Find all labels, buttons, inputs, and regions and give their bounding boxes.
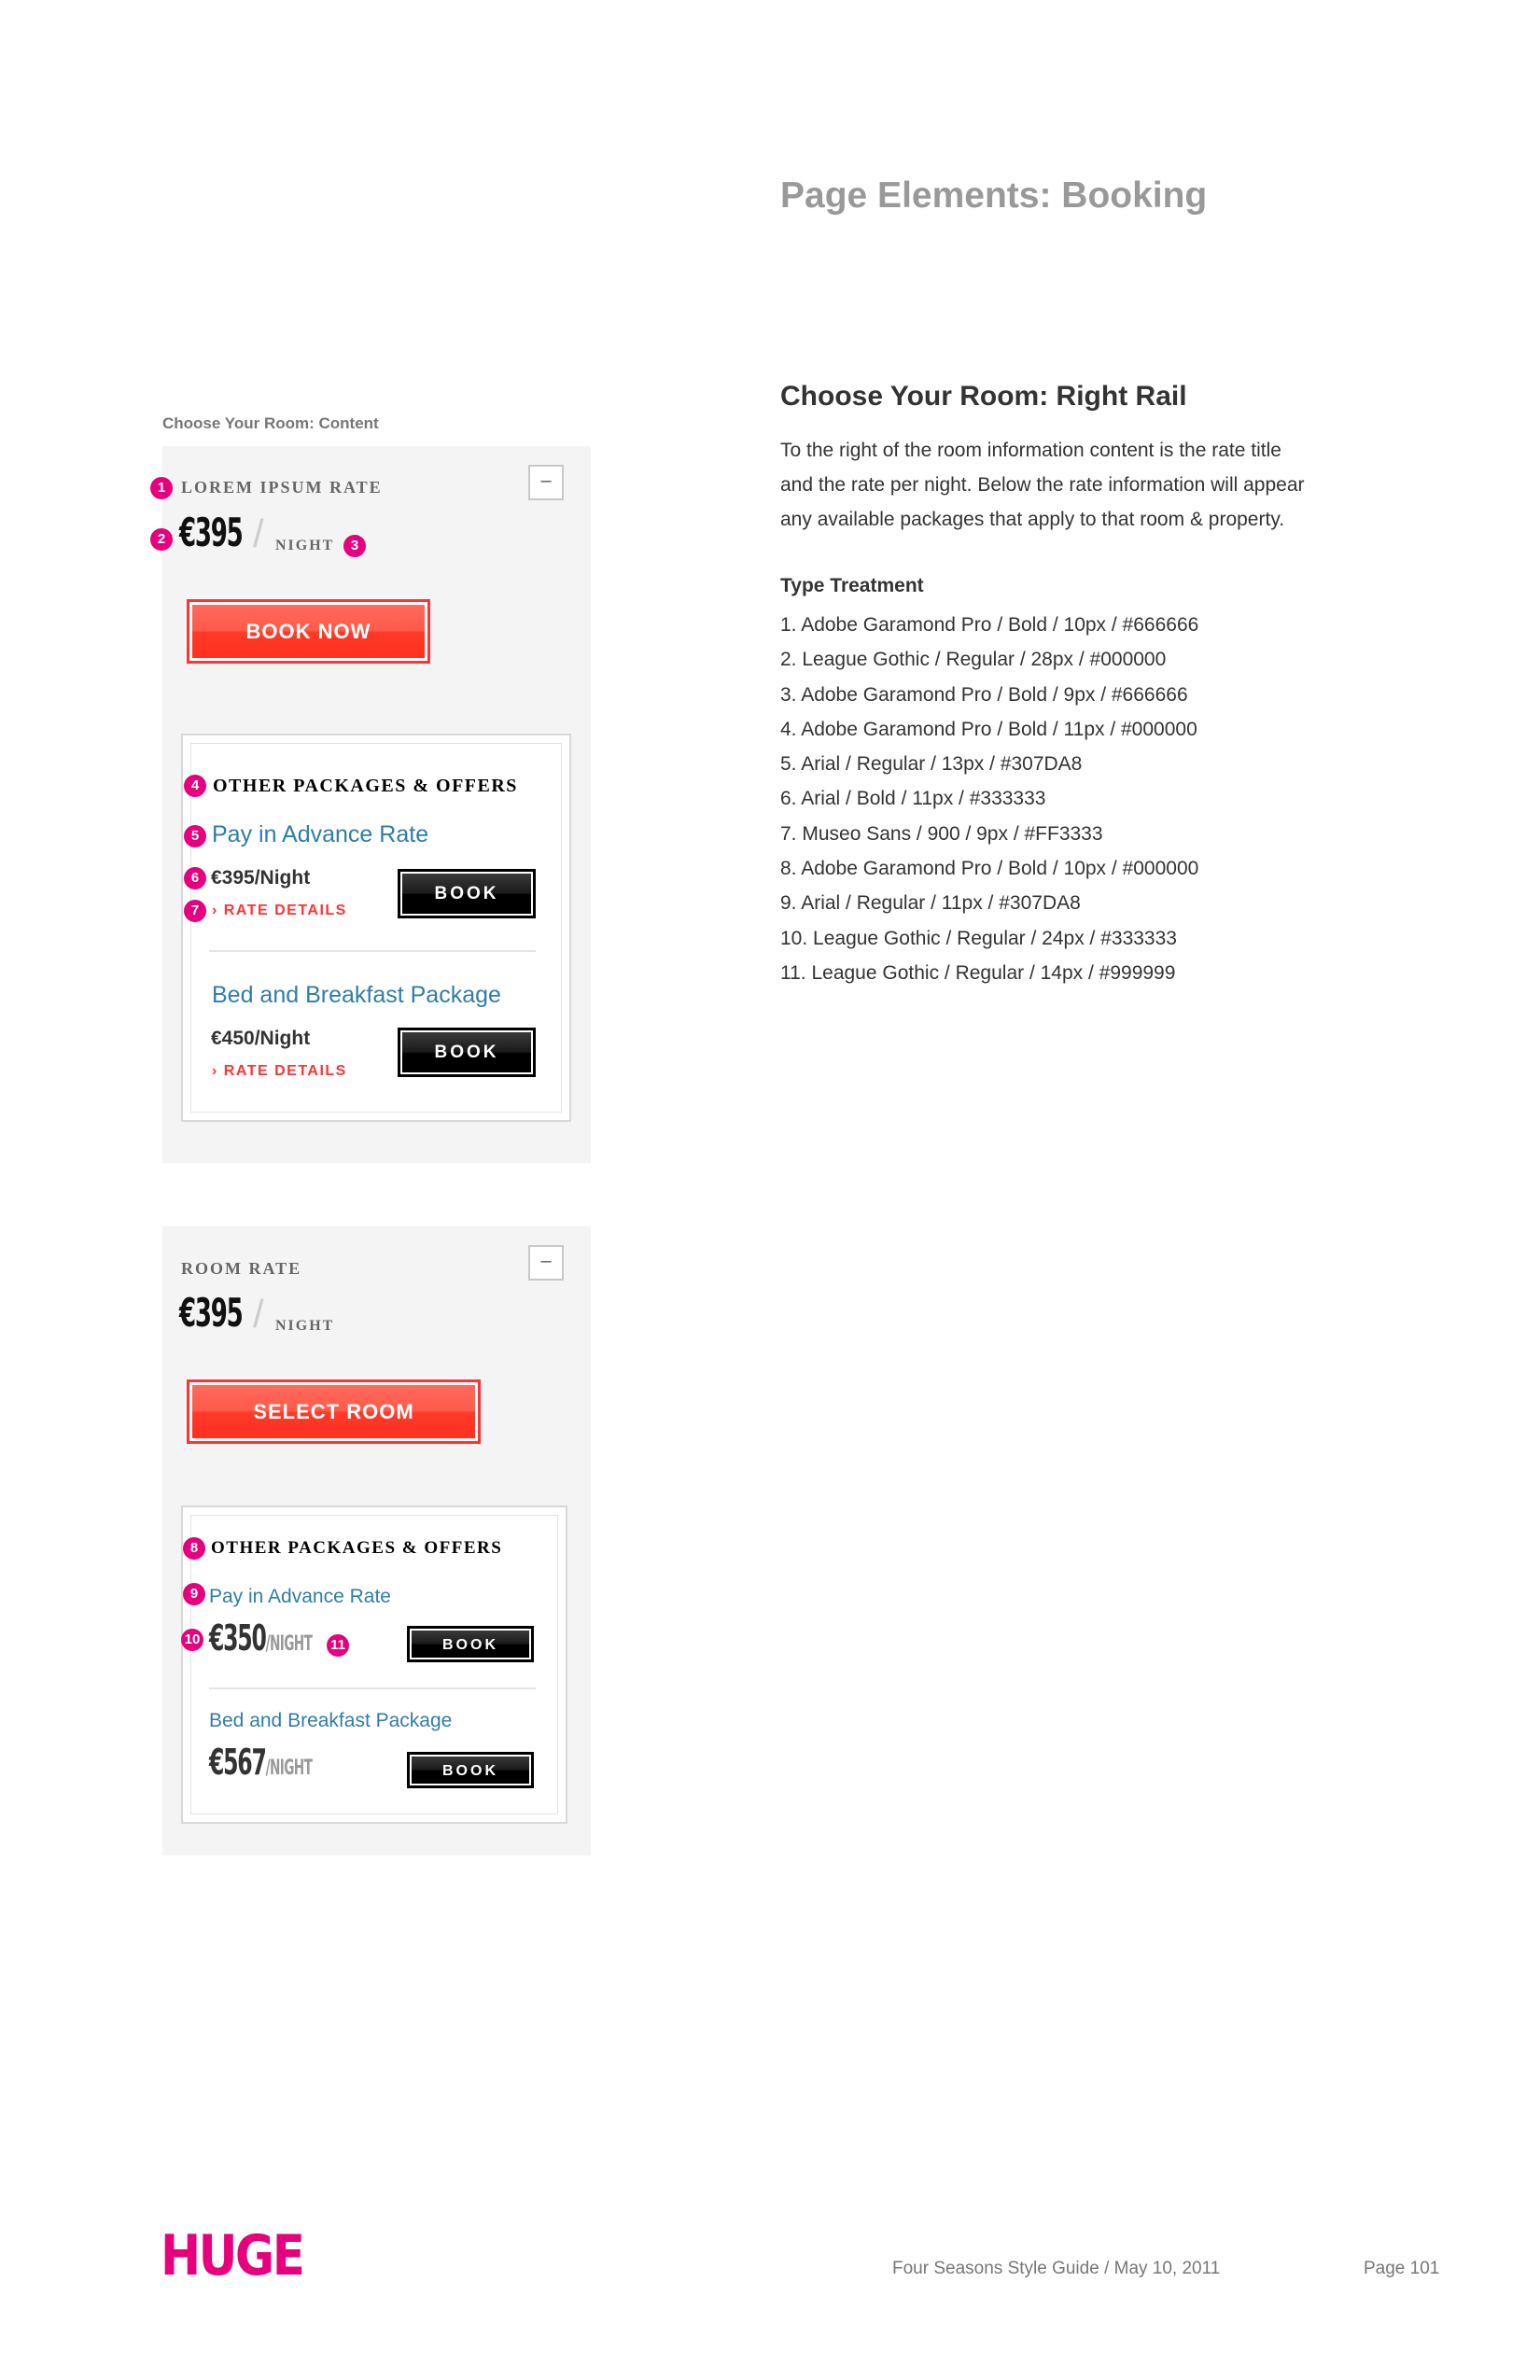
package-link[interactable]: Bed and Breakfast Package [212, 982, 501, 1008]
book-now-button[interactable] [187, 599, 430, 664]
rate-label: LOREM IPSUM RATE [181, 478, 383, 497]
package-price-value: €350 [209, 1617, 266, 1659]
rate-price: €395 [179, 510, 243, 555]
annotation-badge-11: 11 [327, 1634, 349, 1657]
book-label: BOOK [402, 1032, 531, 1072]
annotation-badge-10: 10 [181, 1629, 203, 1651]
package-link[interactable]: Pay in Advance Rate [209, 1586, 391, 1607]
rate-label: ROOM RATE [181, 1259, 302, 1278]
annotation-badge-7: 7 [184, 900, 206, 922]
package-price [209, 1742, 312, 1783]
description-line: any available packages that apply to that room & property. [780, 509, 1285, 530]
book-label: BOOK [402, 874, 531, 914]
annotation-badge-6: 6 [184, 867, 206, 889]
book-button[interactable] [398, 1028, 536, 1077]
rate-details-link[interactable]: › RATE DETAILS [212, 1063, 347, 1079]
type-item: 11. League Gothic / Regular / 14px / #999999 [780, 961, 1176, 984]
type-treatment-heading: Type Treatment [780, 575, 924, 596]
description-line: and the rate per night. Below the rate information will appear [780, 474, 1305, 496]
divider [209, 1687, 536, 1689]
type-item: 5. Arial / Regular / 13px / #307DA8 [780, 753, 1083, 776]
huge-logo: HUGE [161, 2223, 303, 2289]
other-packages-title: OTHER PACKAGES & OFFERS [211, 1538, 503, 1558]
divider [209, 950, 536, 952]
type-item: 4. Adobe Garamond Pro / Bold / 11px / #000000 [780, 718, 1197, 740]
package-price-night: /NIGHT [265, 1757, 313, 1780]
select-room-button[interactable] [187, 1379, 481, 1444]
book-label: BOOK [412, 1631, 529, 1658]
annotation-badge-4: 4 [184, 775, 206, 797]
select-room-label: SELECT ROOM [192, 1385, 475, 1438]
book-button[interactable] [407, 1752, 534, 1788]
type-item: 8. Adobe Garamond Pro / Bold / 10px / #000000 [780, 858, 1199, 880]
annotation-badge-9: 9 [183, 1583, 205, 1605]
collapse-button[interactable]: – [528, 465, 564, 500]
annotation-badge-3: 3 [343, 535, 366, 557]
package-price-night: /NIGHT [265, 1632, 313, 1656]
collapse-button[interactable]: – [528, 1245, 564, 1281]
other-packages-title: OTHER PACKAGES & OFFERS [213, 776, 518, 796]
annotation-badge-2: 2 [150, 528, 173, 551]
type-treatment-list [780, 608, 1198, 990]
page-title: Page Elements: Booking [780, 175, 1208, 216]
type-item: 9. Arial / Regular / 11px / #307DA8 [780, 892, 1081, 915]
description-line: To the right of the room information content is the rate title [780, 440, 1281, 461]
rate-price: €395 [179, 1290, 243, 1336]
per-night-label: NIGHT [275, 538, 335, 553]
footer-guide-title: Four Seasons Style Guide / May 10, 2011 [892, 2259, 1221, 2278]
package-link[interactable]: Bed and Breakfast Package [209, 1710, 453, 1731]
book-button[interactable] [398, 869, 536, 918]
type-item: 3. Adobe Garamond Pro / Bold / 9px / #666666 [780, 683, 1188, 706]
type-item: 6. Arial / Bold / 11px / #333333 [780, 788, 1046, 810]
book-now-label: BOOK NOW [192, 605, 425, 658]
annotation-badge-5: 5 [184, 825, 206, 847]
book-label: BOOK [412, 1757, 529, 1784]
annotation-badge-1: 1 [150, 477, 173, 499]
section-title: Choose Your Room: Right Rail [780, 381, 1187, 412]
price-slash: / [253, 1292, 264, 1336]
package-link[interactable]: Pay in Advance Rate [212, 821, 429, 847]
type-item: 2. League Gothic / Regular / 28px / #000000 [780, 649, 1167, 671]
type-item: 1. Adobe Garamond Pro / Bold / 10px / #666666 [780, 614, 1199, 636]
type-item: 7. Museo Sans / 900 / 9px / #FF3333 [780, 822, 1103, 845]
per-night-label: NIGHT [275, 1318, 335, 1334]
annotation-badge-8: 8 [183, 1537, 205, 1560]
content-caption: Choose Your Room: Content [162, 414, 379, 432]
footer-page-number: Page 101 [1364, 2259, 1440, 2278]
package-price: €450/Night [211, 1028, 311, 1049]
book-button[interactable] [407, 1626, 534, 1662]
price-slash: / [253, 511, 264, 555]
package-price [209, 1617, 312, 1659]
type-item: 10. League Gothic / Regular / 24px / #333333 [780, 927, 1177, 949]
section-description [780, 433, 1434, 537]
rate-details-link[interactable]: › RATE DETAILS [212, 903, 347, 918]
package-price-value: €567 [209, 1742, 266, 1783]
package-price: €395/Night [211, 867, 311, 889]
